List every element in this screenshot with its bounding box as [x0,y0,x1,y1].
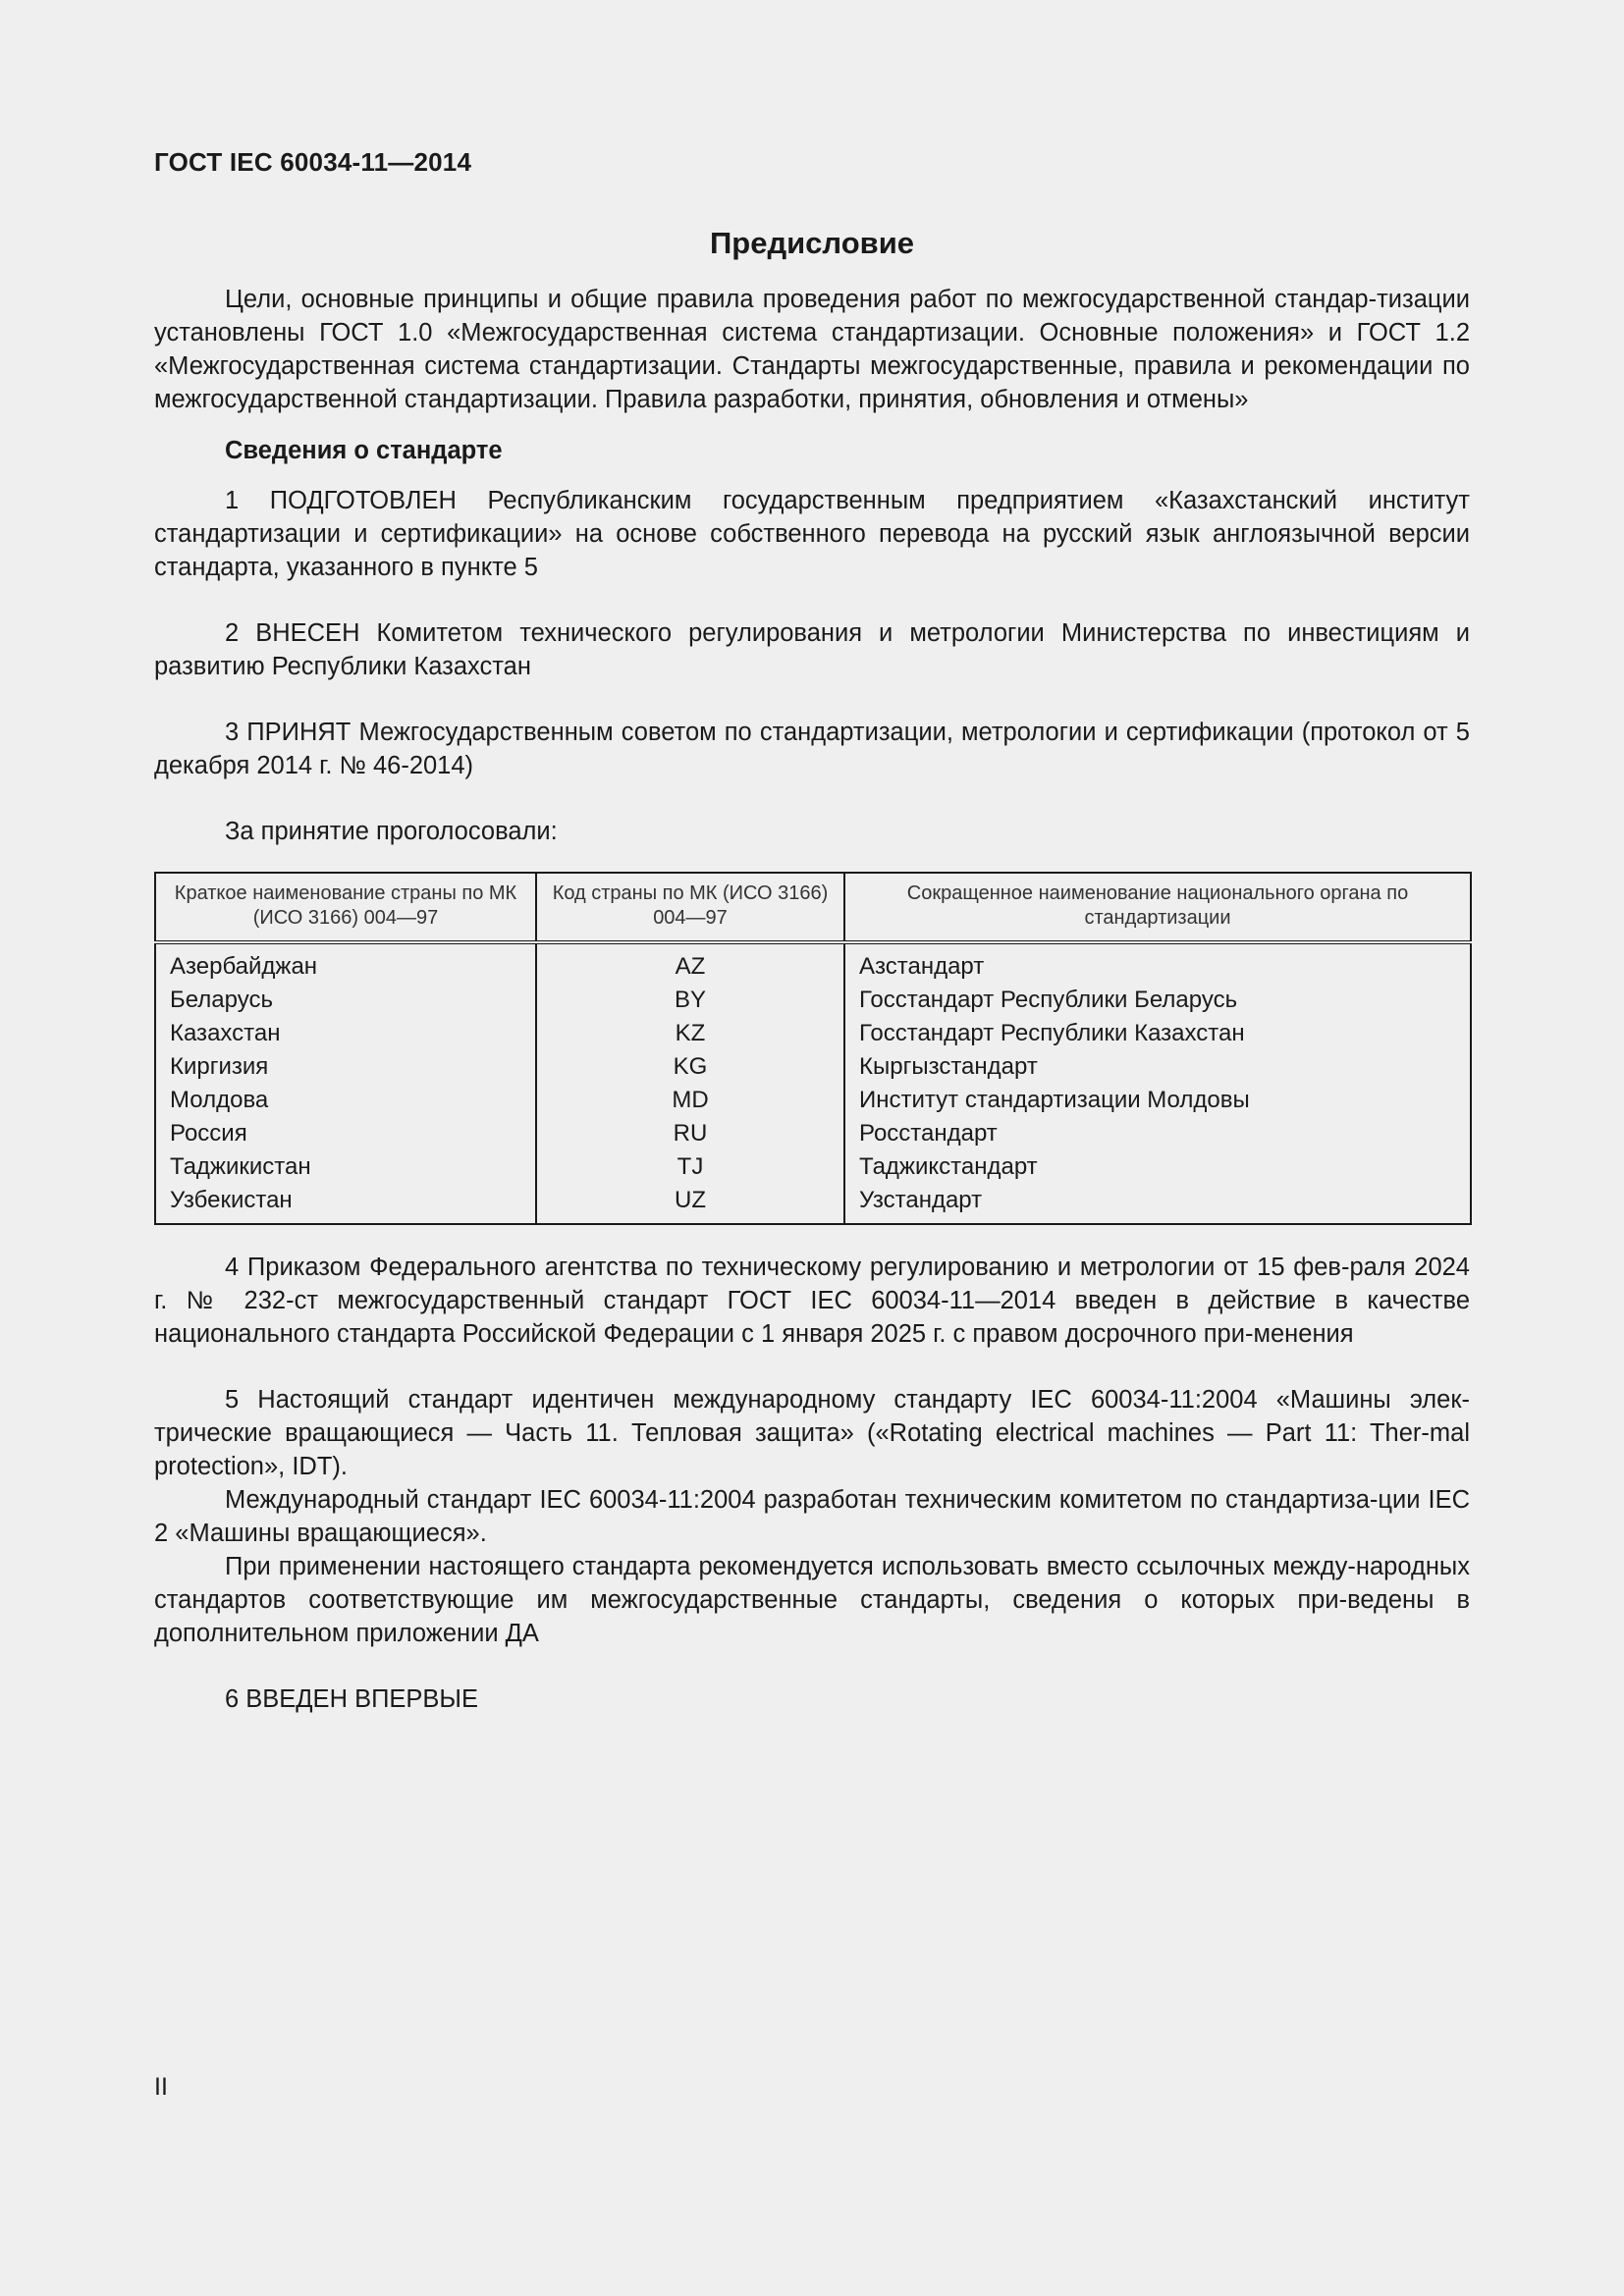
cell-body: Таджикстандарт [844,1150,1471,1184]
cell-country: Киргизия [155,1050,536,1084]
table-row [155,1050,1471,1084]
cell-country: Беларусь [155,984,536,1017]
item-6-paragraph: 6 ВВЕДЕН ВПЕРВЫЕ [225,1685,479,1713]
item-4-paragraph: 4 Приказом Федерального агентства по техническому регулированию и метрологии от 15 фев-раля 2024 г. № 232-ст межгосударственный стандарт ГОСТ IEC 60034-11—2014 введен в действие в качестве национального стандарта Российской Федерации с 1 января 2025 г. с правом досрочного при-менения [154,1254,1470,1348]
item-3-paragraph: 3 ПРИНЯТ Межгосударственным советом по стандартизации, метрологии и сертификации (протокол от 5 декабря 2014 г. № 46-2014) [154,719,1470,779]
standard-info-heading: Сведения о стандарте [225,437,503,464]
cell-country: Узбекистан [155,1184,536,1224]
table-row [155,942,1471,984]
cell-code: KZ [536,1017,844,1050]
cell-body: Госстандарт Республики Казахстан [844,1017,1471,1050]
cell-country: Азербайджан [155,942,536,984]
cell-body: Институт стандартизации Молдовы [844,1084,1471,1117]
document-id-header: ГОСТ IEC 60034-11—2014 [154,147,472,177]
cell-code: RU [536,1117,844,1150]
item-2-paragraph: 2 ВНЕСЕН Комитетом технического регулирования и метрологии Министерства по инвестициям и развитию Республики Казахстан [154,619,1470,680]
page-title: Предисловие [709,226,914,260]
column-header-code: Код страны по МК (ИСО 3166) 004—97 [536,873,844,942]
item-5-iec-paragraph: Международный стандарт IEC 60034-11:2004 разработан техническим комитетом по стандартиза-ции IEC 2 «Машины вращающиеся». [154,1486,1470,1547]
table-row [155,1150,1471,1184]
cell-code: UZ [536,1184,844,1224]
cell-body: Росстандарт [844,1117,1471,1150]
cell-code: MD [536,1084,844,1117]
cell-country: Казахстан [155,1017,536,1050]
item-5-paragraph: 5 Настоящий стандарт идентичен международному стандарту IEC 60034-11:2004 «Машины элек-трические вращающиеся — Часть 11. Тепловая защита» («Rotating electrical machines — Part 11: Ther-mal protection», IDT). [154,1386,1470,1480]
cell-body: Госстандарт Республики Беларусь [844,984,1471,1017]
table-row [155,984,1471,1017]
voted-label: За принятие проголосовали: [225,818,558,845]
voting-countries-table [154,872,1472,1225]
page-number: II [154,2073,168,2101]
column-header-national-body: Сокращенное наименование национального органа по стандартизации [844,873,1471,942]
cell-code: BY [536,984,844,1017]
table-row [155,1084,1471,1117]
cell-code: KG [536,1050,844,1084]
table-row [155,1184,1471,1224]
table-header-row [155,873,1471,942]
cell-country: Таджикистан [155,1150,536,1184]
cell-country: Россия [155,1117,536,1150]
cell-body: Кыргызстандарт [844,1050,1471,1084]
table-row [155,1117,1471,1150]
cell-country: Молдова [155,1084,536,1117]
cell-body: Азстандарт [844,942,1471,984]
table-row [155,1017,1471,1050]
item-5-references-paragraph: При применении настоящего стандарта рекомендуется использовать вместо ссылочных между-народных стандартов соответствующие им межгосударственные стандарты, сведения о которых при-ведены в дополнительном приложении ДА [154,1553,1470,1647]
column-header-country: Краткое наименование страны по МК (ИСО 3166) 004—97 [155,873,536,942]
item-1-paragraph: 1 ПОДГОТОВЛЕН Республиканским государственным предприятием «Казахстанский институт стандартизации и сертификации» на основе собственного перевода на русский язык англоязычной версии стандарта, указанного в пункте 5 [154,487,1470,581]
cell-code: TJ [536,1150,844,1184]
intro-paragraph: Цели, основные принципы и общие правила проведения работ по межгосударственной стандар-тизации установлены ГОСТ 1.0 «Межгосударственная система стандартизации. Основные положения» и ГОСТ 1.2 «Межгосударственная система стандартизации. Стандарты межгосударственные, правила и рекомендации по межгосударственной стандартизации. Правила разработки, принятия, обновления и отмены» [154,286,1470,413]
cell-body: Узстандарт [844,1184,1471,1224]
cell-code: AZ [536,942,844,984]
foreword-content [154,224,1470,1716]
